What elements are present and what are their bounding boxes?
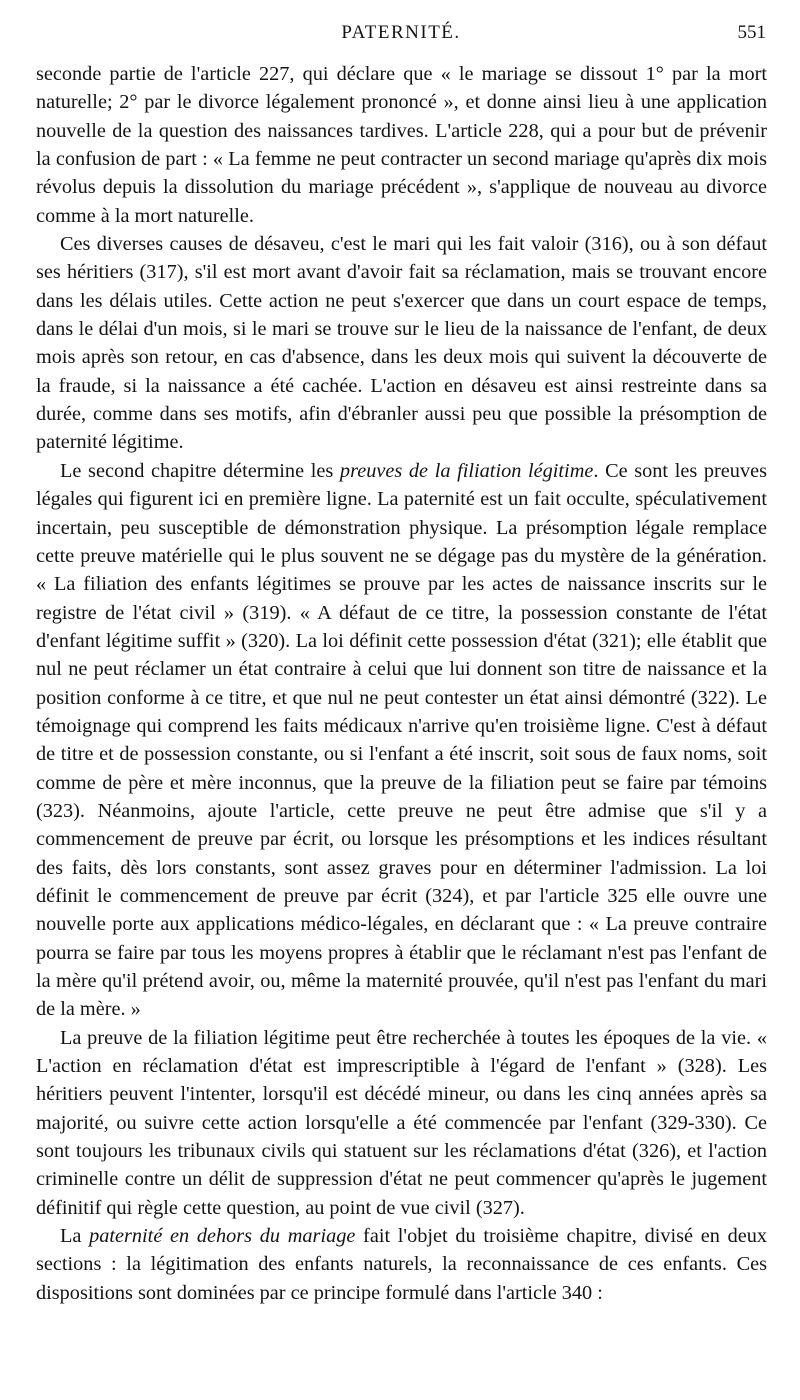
paragraph-text: fait l'objet du troisième chapitre, divisé en deux sections : la légitimation des enfants naturels, la reconnaissance de ces enfants. Ces dispositions sont dominées par ce principe formulé dans l'article 340 :: [36, 1225, 767, 1304]
running-title: PATERNITÉ.: [341, 22, 461, 43]
paragraph-hors-mariage: [36, 1222, 767, 1307]
page-number: 551: [737, 22, 766, 43]
paragraph-text: La: [60, 1225, 90, 1248]
paragraph-text: . Ce sont les preuves légales qui figurent ici en première ligne. La paternité est un fait occulte, spéculativement incertain, peu susceptible de démonstration physique. La présomption légale remplace cette preuve matérielle qui le plus souvent ne se dégage pas du mystère de la génération. « La filiation des enfants légitimes se prouve par les actes de naissance inscrits sur le registre de l'état civil » (319). « A défaut de ce titre, la possession constante de l'état d'enfant légitime suffit » (320). La loi définit cette possession d'état (321); elle établit que nul ne peut réclamer un état contraire à celui que lui donnent son titre de naissance et la position conforme à ce titre, et que nul ne peut contester un état ainsi démontré (322). Le témoignage qui comprend les faits médicaux n'arrive qu'en troisième ligne. C'est à défaut de titre et de possession constante, ou si l'enfant a été inscrit, soit sous de faux noms, soit comme de père et mère inconnus, que la preuve de la filiation peut se faire par témoins (323). Néanmoins, ajoute l'article, cette preuve ne peut être admise que s'il y a commencement de preuve par écrit, ou lorsque les présomptions et les indices résultant des faits, dès lors constants, sont assez graves pour en déterminer l'admission. La loi définit le commencement de preuve par écrit (324), et par l'article 325 elle ouvre une nouvelle porte aux applications médico-légales, en déclarant que : « La preuve contraire pourra se faire par tous les moyens propres à établir que le réclamant n'est pas l'enfant de la mère qu'il prétend avoir, ou, même la maternité prouvée, qu'il n'est pas l'enfant du mari de la mère. »: [36, 459, 767, 1021]
paragraph-text: Ces diverses causes de désaveu, c'est le mari qui les fait valoir (316), ou à son défaut ses héritiers (317), s'il est mort avant d'avoir fait sa réclamation, mais se trouvant encore dans les délais utiles. Cette action ne peut s'exercer que dans un court espace de temps, dans le délai d'un mois, si le mari se trouve sur le lieu de la naissance de l'enfant, de deux mois après son retour, en cas d'absence, dans les deux mois qui suivent la découverte de la fraude, si la naissance a été cachée. L'action en désaveu est ainsi restreinte dans sa durée, comme dans ses motifs, afin d'ébranler aussi peu que possible la présomption de paternité légitime.: [36, 233, 767, 454]
running-header: [36, 22, 766, 46]
paragraph-desaveu: [36, 230, 767, 457]
paragraph-filiation: [36, 1024, 767, 1222]
paragraph-preuves: [36, 457, 767, 1024]
paragraph-text: Le second chapitre détermine les: [60, 459, 340, 482]
italic-phrase: preuves de la filiation légitime: [339, 459, 594, 482]
paragraph-text: La preuve de la filiation légitime peut être recherchée à toutes les époques de la vie. « L'action en réclamation d'état est imprescriptible à l'égard de l'enfant » (328). Les héritiers peuvent l'intenter, lorsqu'il est décédé mineur, ou dans les cinq années après sa majorité, ou suivre cette action lorsqu'elle a été commencée par l'enfant (329-330). Ce sont toujours les tribunaux civils qui statuent sur les réclamations d'état (326), et l'action criminelle contre un délit de suppression d'état ne peut commencer qu'après le jugement définitif qui règle cette question, au point de vue civil (327).: [36, 1026, 767, 1219]
paragraph-continuation: [36, 60, 767, 230]
italic-phrase: paternité en dehors du mariage: [89, 1225, 356, 1248]
paragraph-text: seconde partie de l'article 227, qui déclare que « le mariage se dissout 1° par la mort naturelle; 2° par le divorce légalement prononcé », et donne ainsi lieu à une application nouvelle de la question des naissances tardives. L'article 228, qui a pour but de prévenir la confusion de part : « La femme ne peut contracter un second mariage qu'après dix mois révolus depuis la dissolution du mariage précédent », s'applique de nouveau au divorce comme à la mort naturelle.: [36, 63, 767, 227]
body-text: [36, 60, 767, 1307]
